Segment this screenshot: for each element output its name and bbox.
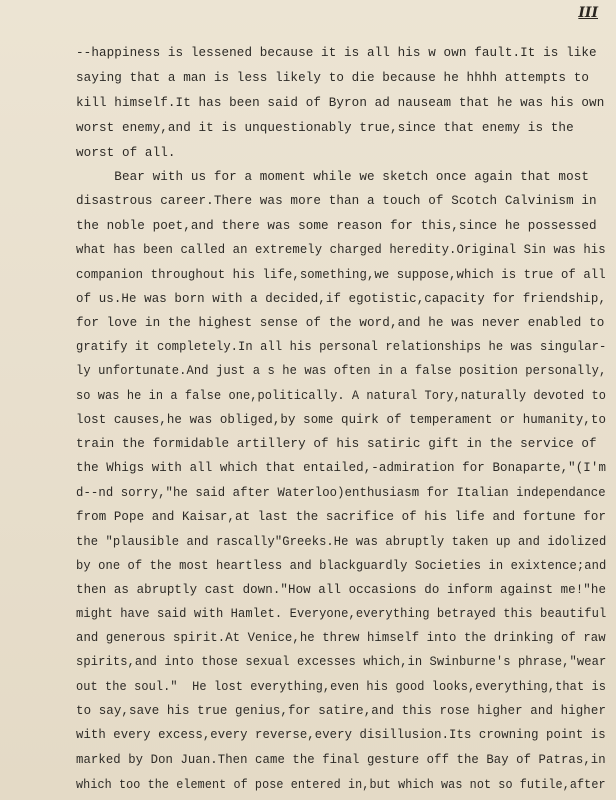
text-line: --happiness is lessened because it is all his w own fault.It is like	[76, 46, 597, 60]
text-line: from Pope and Kaisar,at last the sacrifice of his life and fortune for	[76, 510, 607, 524]
text-line: worst enemy,and it is unquestionably true,since that enemy is the	[76, 121, 574, 135]
text-line: d--nd sorry,"he said after Waterloo)enthusiasm for Italian independance	[76, 486, 606, 500]
text-line: of us.He was born with a decided,if egotistic,capacity for friendship,	[76, 292, 607, 306]
text-line: gratify it completely.In all his personal relationships he was singular-	[76, 340, 607, 354]
text-line: then as abruptly cast down."How all occasions do inform against me!"he	[76, 583, 607, 597]
text-line: ly unfortunate.And just a s he was often in a false position personally,	[76, 364, 607, 378]
text-line: spirits,and into those sexual excesses which,in Swinburne's phrase,"wear	[76, 655, 607, 669]
text-line: saying that a man is less likely to die because he hhhh attempts to	[76, 71, 590, 85]
text-line: companion throughout his life,something,we suppose,which is true of all	[76, 268, 606, 282]
text-line: Bear with us for a moment while we sketch once again that most	[76, 170, 590, 184]
text-line: the Whigs with all which that entailed,-admiration for Bonaparte,"(I'm	[76, 461, 607, 475]
text-line: by one of the most heartless and blackguardly Societies in exixtence;and	[76, 559, 607, 573]
text-line: out the soul." He lost everything,even his good looks,everything,that is	[76, 680, 606, 694]
text-line: disastrous career.There was more than a touch of Scotch Calvinism in	[76, 194, 597, 208]
text-line: lost causes,he was obliged,by some quirk of temperament or humanity,to	[76, 413, 607, 427]
text-line: so was he in a false one,politically. A natural Tory,naturally devoted to	[76, 389, 606, 403]
text-line: to say,save his true genius,for satire,and this rose higher and higher	[76, 704, 607, 718]
text-line: might have said with Hamlet. Everyone,everything betrayed this beautiful	[76, 607, 607, 621]
text-line: the noble poet,and there was some reason for this,since he possessed	[76, 219, 597, 233]
page-number: III	[578, 5, 598, 21]
text-line: kill himself.It has been said of Byron ad nauseam that he was his own	[76, 96, 605, 110]
text-line: the "plausible and rascally"Greeks.He was abruptly taken up and idolized	[76, 535, 607, 549]
text-line: and generous spirit.At Venice,he threw himself into the drinking of raw	[76, 631, 606, 645]
text-line: marked by Don Juan.Then came the final gesture off the Bay of Patras,in	[76, 753, 606, 767]
text-line: worst of all.	[76, 146, 176, 160]
text-line: with every excess,every reverse,every disillusion.Its crowning point is	[76, 728, 606, 742]
text-line: for love in the highest sense of the word,and he was never enabled to	[76, 316, 605, 330]
text-line: train the formidable artillery of his satiric gift in the service of	[76, 437, 597, 451]
text-line: what has been called an extremely charged heredity.Original Sin was his	[76, 243, 606, 257]
text-line: which too the element of pose entered in,but which was not so futile,after	[76, 778, 606, 792]
